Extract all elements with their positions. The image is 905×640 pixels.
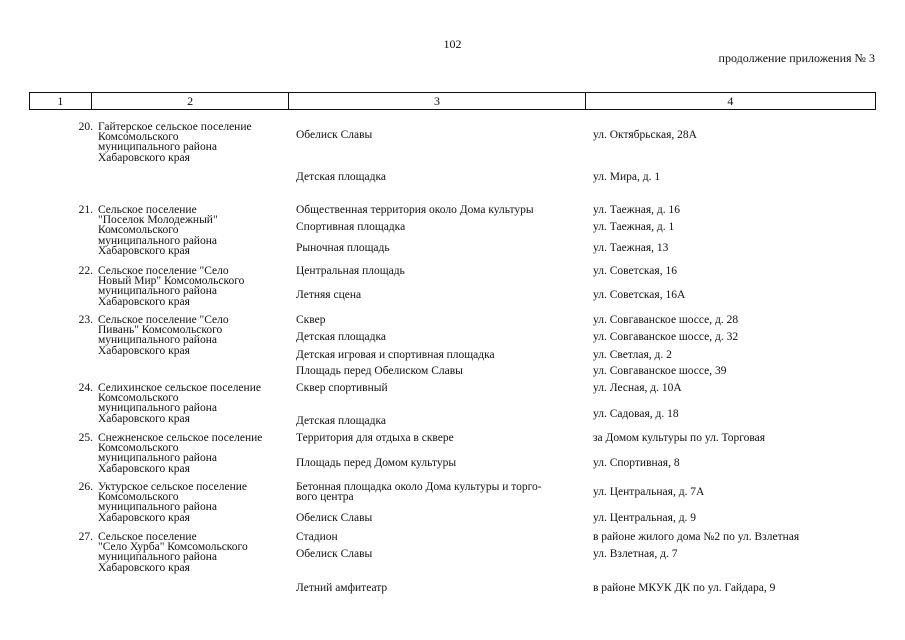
settlement-name-line: муниципального района xyxy=(98,141,217,154)
object-address: ул. Советская, 16А xyxy=(593,289,686,301)
object-address: в районе жилого дома №2 по ул. Взлетная xyxy=(593,531,800,543)
object-name: Рыночная площадь xyxy=(296,242,390,254)
settlement-name-line: Хабаровского края xyxy=(98,462,190,475)
continuation-label: продолжение приложения № 3 xyxy=(718,51,875,65)
settlement-name-line: Хабаровского края xyxy=(98,295,190,308)
object-name: Детская площадка xyxy=(296,171,387,183)
settlement-name-line: "Поселок Молодежный" xyxy=(98,214,218,227)
object-name: Площадь перед Обелиском Славы xyxy=(296,365,463,377)
settlement-name-line: муниципального района xyxy=(98,285,217,298)
object-address: ул. Лесная, д. 10А xyxy=(593,382,682,394)
settlement-name-line: муниципального района xyxy=(98,452,217,465)
settlement-name-line: Селихинское сельское поселение xyxy=(98,382,261,394)
object-name: Общественная территория около Дома культуры xyxy=(296,204,534,216)
object-name: Площадь перед Домом культуры xyxy=(296,457,457,469)
object-name: Летний амфитеатр xyxy=(296,582,388,594)
object-name: Детская площадка xyxy=(296,331,387,343)
object-address: ул. Таежная, д. 16 xyxy=(593,204,681,216)
object-name: Летняя сцена xyxy=(296,289,362,301)
object-address: ул. Советская, 16 xyxy=(593,265,677,277)
settlement-name-line: "Село Хурба" Комсомольского xyxy=(98,541,248,554)
object-name: Детская площадка xyxy=(296,415,387,427)
object-address: ул. Светлая, д. 2 xyxy=(593,349,672,361)
header-col-2: 2 xyxy=(92,93,290,109)
object-name: Стадион xyxy=(296,531,338,543)
settlement-name-line: Хабаровского края xyxy=(98,151,190,164)
object-name: Сквер xyxy=(296,314,326,326)
header-col-3: 3 xyxy=(289,93,585,109)
settlement-name-line: муниципального района xyxy=(98,402,217,415)
object-address: ул. Таежная, д. 1 xyxy=(593,221,675,233)
object-name: Сквер спортивный xyxy=(296,382,388,394)
settlement-name-line: Сельское поселение xyxy=(98,204,197,216)
settlement-name-line: муниципального района xyxy=(98,334,217,347)
settlement-name-line: муниципального района xyxy=(98,501,217,514)
header-col-4: 4 xyxy=(727,93,734,108)
row-number: 20. xyxy=(78,121,93,133)
settlement-name-line: муниципального района xyxy=(98,551,217,564)
object-name: Обелиск Славы xyxy=(296,129,373,141)
settlement-name-line: Пивань" Комсомольского xyxy=(98,324,223,337)
object-address: ул. Совгаванское шоссе, 39 xyxy=(593,365,727,377)
object-address: ул. Центральная, д. 7А xyxy=(593,486,705,498)
settlement-name-line: муниципального района xyxy=(98,234,217,247)
settlement-name-line: Комсомольского xyxy=(98,224,179,237)
page-number: 102 xyxy=(443,37,462,51)
object-address: ул. Спортивная, 8 xyxy=(593,457,680,469)
object-address: в районе МКУК ДК по ул. Гайдара, 9 xyxy=(593,582,776,594)
settlement-name-line: Гайтерское сельское поселение xyxy=(98,121,252,133)
object-name: вого центра xyxy=(296,491,354,503)
object-address: за Домом культуры по ул. Торговая xyxy=(593,432,766,444)
settlement-name-line: Новый Мир" Комсомольского xyxy=(98,275,245,288)
settlement-name-line: Хабаровского края xyxy=(98,412,190,425)
object-address: ул. Взлетная, д. 7 xyxy=(593,548,678,560)
object-address: ул. Мира, д. 1 xyxy=(593,171,661,183)
settlement-name-line: Комсомольского xyxy=(98,442,179,455)
settlement-name-line: Сельское поселение "Село xyxy=(98,265,229,277)
settlement-name-line: Сельское поселение "Село xyxy=(98,314,229,326)
settlement-name-line: Комсомольского xyxy=(98,392,179,405)
row-number: 25. xyxy=(78,432,93,444)
object-address: ул. Октябрьская, 28А xyxy=(593,129,697,141)
settlement-name-line: Снежненское сельское поселение xyxy=(98,432,263,444)
object-address: ул. Совгаванское шоссе, д. 32 xyxy=(593,331,739,343)
row-number: 22. xyxy=(78,265,93,277)
settlement-name-line: Комсомольского xyxy=(98,131,179,144)
object-address: ул. Таежная, 13 xyxy=(593,242,669,254)
object-name: Центральная площадь xyxy=(296,265,405,277)
settlement-name-line: Сельское поселение xyxy=(98,531,197,543)
settlement-name-line: Хабаровского края xyxy=(98,344,190,357)
settlement-name-line: Хабаровского края xyxy=(98,511,190,524)
object-address: ул. Садовая, д. 18 xyxy=(593,408,679,420)
row-number: 26. xyxy=(78,481,93,493)
object-address: ул. Центральная, д. 9 xyxy=(593,512,697,524)
row-number: 27. xyxy=(78,531,93,543)
row-number: 23. xyxy=(78,314,93,326)
settlement-name-line: Уктурское сельское поселение xyxy=(98,481,248,493)
header-col-1: 1 xyxy=(30,93,92,109)
object-name: Территория для отдыха в сквере xyxy=(296,432,454,444)
object-name: Бетонная площадка около Дома культуры и торго- xyxy=(296,481,542,493)
row-number: 24. xyxy=(78,382,93,394)
settlement-name-line: Комсомольского xyxy=(98,491,179,504)
table-header xyxy=(29,92,876,110)
object-name: Спортивная площадка xyxy=(296,221,406,233)
object-name: Детская игровая и спортивная площадка xyxy=(296,349,495,361)
settlement-name-line: Хабаровского края xyxy=(98,561,190,574)
object-name: Обелиск Славы xyxy=(296,512,373,524)
object-address: ул. Совгаванское шоссе, д. 28 xyxy=(593,314,739,326)
row-number: 21. xyxy=(78,204,93,216)
object-name: Обелиск Славы xyxy=(296,548,373,560)
settlement-name-line: Хабаровского края xyxy=(98,244,190,257)
